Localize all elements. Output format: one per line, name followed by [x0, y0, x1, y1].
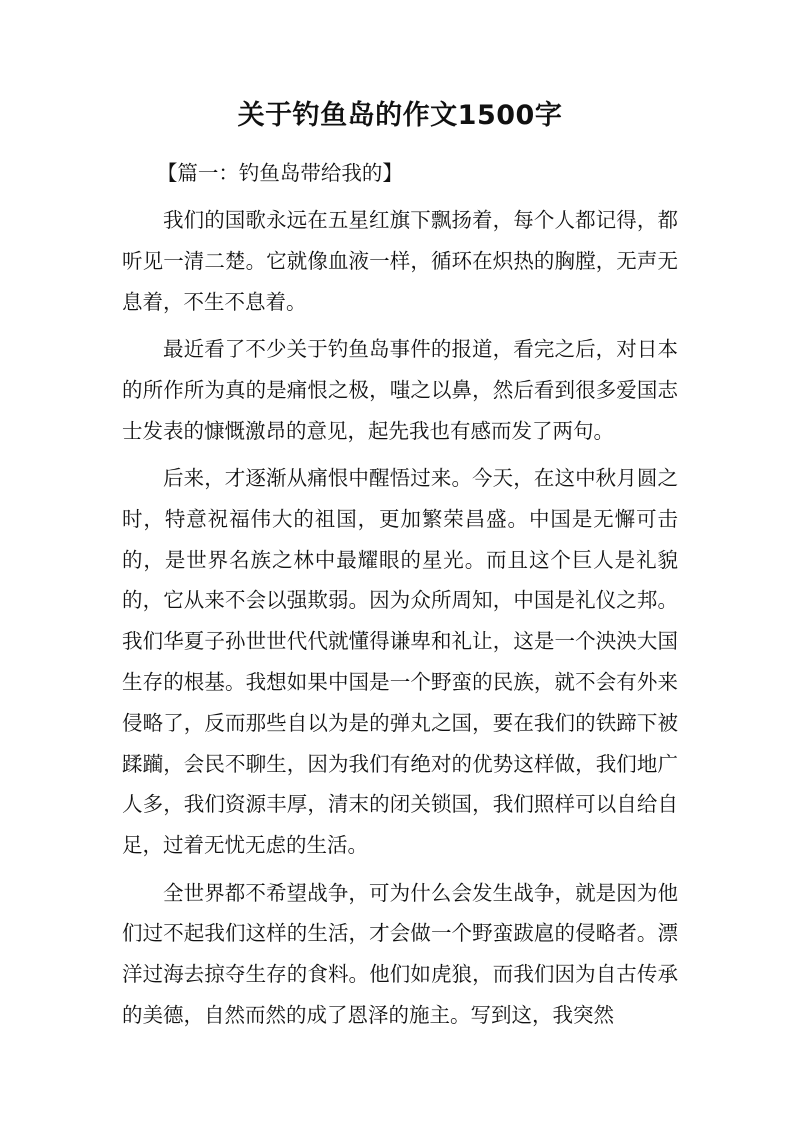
body-paragraph-4: 全世界都不希望战争，可为什么会发生战争，就是因为他们过不起我们这样的生活，才会做一个野蛮跋扈的侵略者。漂洋过海去掠夺生存的食料。他们如虎狼，而我们因为自古传承的美德，自然而然的成了恩泽的施主。写到这，我突然: [122, 880, 678, 1027]
body-paragraph-3: 后来，才逐渐从痛恨中醒悟过来。今天，在这中秋月圆之时，特意祝福伟大的祖国，更加繁荣昌盛。中国是无懈可击的，是世界名族之林中最耀眼的星光。而且这个巨人是礼貌的，它从来不会以强欺弱。因为众所周知，中国是礼仪之邦。我们华夏子孙世世代代就懂得谦卑和礼让，这是一个泱泱大国生存的根基。我想如果中国是一个野蛮的民族，就不会有外来侵略了，反而那些自以为是的弹丸之国，要在我们的铁蹄下被蹂躏，会民不聊生，因为我们有绝对的优势这样做，我们地广人多，我们资源丰厚，清末的闭关锁国，我们照样可以自给自足，过着无忧无虑的生活。: [122, 466, 678, 858]
body-paragraph-1: 我们的国歌永远在五星红旗下飘扬着，每个人都记得，都听见一清二楚。它就像血液一样，循环在炽热的胸膛，无声无息着，不生不息着。: [122, 208, 678, 314]
body-paragraph-2: 最近看了不少关于钓鱼岛事件的报道，看完之后，对日本的所作所为真的是痛恨之极，嗤之以鼻，然后看到很多爱国志士发表的慷慨激昂的意见，起先我也有感而发了两句。: [122, 337, 678, 443]
document-title: 关于钓鱼岛的作文1500字: [237, 100, 563, 131]
section-heading: 【篇一：钓鱼岛带给我的】: [156, 161, 403, 185]
document-body: [122, 153, 678, 1042]
